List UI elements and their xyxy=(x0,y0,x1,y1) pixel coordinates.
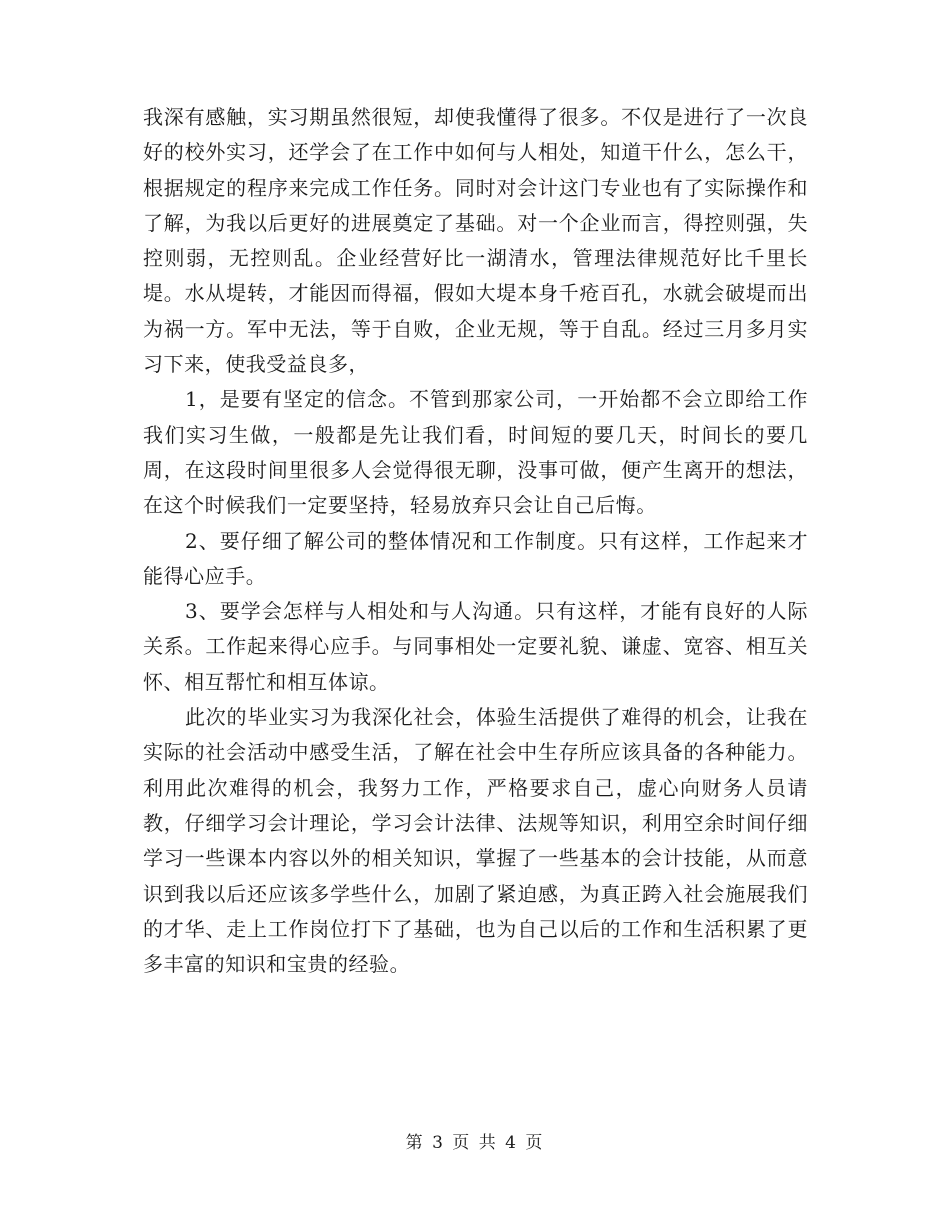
paragraph-point-2: 2、要仔细了解公司的整体情况和工作制度。只有这样，工作起来才能得心应手。 xyxy=(143,528,808,588)
paragraph-point-1: 1，是要有坚定的信念。不管到那家公司，一开始都不会立即给工作我们实习生做，一般都是先让我们看，时间短的要几天，时间长的要几周，在这段时间里很多人会觉得很无聊，没事可做，便产生离开的想法，在这个时候我们一定要坚持，轻易放弃只会让自己后悔。 xyxy=(143,387,808,518)
paragraph-point-3: 3、要学会怎样与人相处和与人沟通。只有这样，才能有良好的人际关系。工作起来得心应手。与同事相处一定要礼貌、谦虚、宽容、相互关怀、相互帮忙和相互体谅。 xyxy=(143,599,808,694)
page-number-footer: 第 3 页 共 4 页 xyxy=(405,1133,545,1153)
document-body xyxy=(143,100,808,982)
paragraph-conclusion: 此次的毕业实习为我深化社会，体验生活提供了难得的机会，让我在实际的社会活动中感受生活，了解在社会中生存所应该具备的各种能力。利用此次难得的机会，我努力工作，严格要求自己，虚心向财务人员请教，仔细学习会计理论，学习会计法律、法规等知识，利用空余时间仔细学习一些课本内容以外的相关知识，掌握了一些基本的会计技能，从而意识到我以后还应该多学些什么，加剧了紧迫感，为真正跨入社会施展我们的才华、走上工作岗位打下了基础，也为自己以后的工作和生活积累了更多丰富的知识和宝贵的经验。 xyxy=(143,705,808,977)
paragraph-reflection-intro: 我深有感触，实习期虽然很短，却使我懂得了很多。不仅是进行了一次良好的校外实习，还学会了在工作中如何与人相处，知道干什么，怎么干，根据规定的程序来完成工作任务。同时对会计这门专业也有了实际操作和了解，为我以后更好的进展奠定了基础。对一个企业而言，得控则强，失控则弱，无控则乱。企业经营好比一湖清水，管理法律规范好比千里长堤。水从堤转，才能因而得福，假如大堤本身千疮百孔，水就会破堤而出为祸一方。军中无法，等于自败，企业无规，等于自乱。经过三月多月实习下来，使我受益良多， xyxy=(143,105,808,377)
